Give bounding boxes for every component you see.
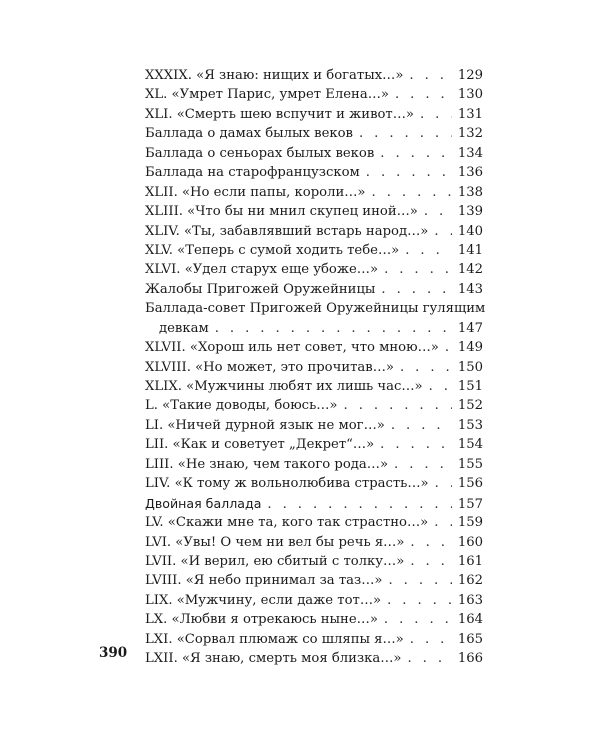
toc-entry [145,494,483,513]
toc-entry-title: XLVIII. «Но может, это прочитав…» [145,359,394,375]
toc-leader-dots [434,513,452,532]
toc-entry [145,649,483,668]
toc-entry-page: 153 [457,417,483,433]
toc-entry-title: LIX. «Мужчину, если даже тот…» [145,592,382,608]
toc-leader-dots [420,105,452,124]
toc-leader-dots [424,202,452,221]
toc-leader-dots [215,319,452,338]
toc-leader-dots [429,377,452,396]
toc-entry-title: LXII. «Я знаю, смерть моя близка…» [145,651,402,667]
toc-leader-dots [384,610,452,629]
toc-entry-page: 165 [457,631,483,647]
toc-leader-dots [344,396,452,415]
toc-entry [145,435,483,454]
toc-entry-title: XLIX. «Мужчины любят их лишь час…» [145,379,423,394]
toc-entry-continuation [145,319,483,338]
toc-leader-dots [372,183,452,202]
toc-entry-title: Двойная баллада [145,495,262,511]
toc-entry-page: 134 [457,145,483,161]
toc-entry-title: LV. «Скажи мне та, кого так страстно…» [145,515,429,531]
toc-entry-title: L. «Такие доводы, боюсь…» [145,398,338,414]
toc-leader-dots [395,85,452,104]
toc-entry-title: LIII. «Не знаю, чем такого рода…» [145,456,389,472]
toc-entry [145,299,486,318]
toc-entry [145,144,483,163]
toc-entry-title: Баллада-совет Пригожей Оружейницы гулящим [145,301,486,317]
toc-leader-dots [409,66,451,85]
toc-entry-title: LVII. «И верил, ею сбитый с толку…» [145,553,405,569]
toc-leader-dots [410,552,452,571]
toc-leader-dots [384,260,452,279]
toc-entry-title: Баллада о дамах былых веков [145,126,353,142]
toc-entry-page: 162 [457,573,483,589]
toc-entry-page: 163 [457,592,483,608]
toc-leader-dots [391,416,452,435]
toc-entry-page: 166 [457,651,483,667]
toc-entry [145,533,483,552]
table-of-contents [145,66,486,669]
toc-entry-page: 130 [457,87,483,103]
toc-entry [145,66,483,85]
toc-entry [145,85,483,104]
toc-entry-page: 149 [457,340,483,356]
toc-entry-title: LXI. «Сорвал плюмаж со шляпы я…» [145,631,404,647]
toc-entry-page: 132 [457,126,483,142]
toc-entry-page: 143 [457,281,483,297]
toc-leader-dots [400,358,452,377]
toc-entry [145,358,483,377]
toc-entry [145,396,483,415]
toc-entry-page: 157 [457,496,483,512]
toc-entry-page: 138 [457,184,483,200]
toc-entry [145,513,483,532]
toc-leader-dots [408,649,452,668]
toc-entry-page: 159 [457,515,483,531]
toc-entry [145,280,483,299]
toc-entry-title: XLI. «Смерть шею вспучит и живот…» [145,106,414,122]
toc-entry [145,455,483,474]
toc-entry-title: XXXIX. «Я знаю: нищих и богатых…» [145,68,404,83]
toc-entry-title: девкам [159,320,209,336]
toc-entry-title: LX. «Любви я отрекаюсь ныне…» [145,612,378,628]
toc-entry-title: Жалобы Пригожей Оружейницы [145,281,376,297]
toc-entry-title: XLII. «Но если папы, короли…» [145,184,366,200]
toc-entry-title: LII. «Как и советует „Декрет“…» [145,437,375,453]
toc-entry-page: 142 [457,262,483,278]
toc-entry [145,338,483,357]
toc-entry [145,474,483,493]
toc-entry-page: 150 [457,359,483,375]
toc-entry-page: 131 [457,106,483,122]
toc-entry-page: 152 [457,398,483,414]
toc-entry-title: Баллада на старофранцузском [145,165,360,181]
toc-leader-dots [380,435,452,454]
toc-leader-dots [435,474,452,493]
toc-entry-page: 139 [457,204,483,220]
toc-entry [145,610,483,629]
toc-entry-page: 140 [457,223,483,239]
toc-entry-title: XL. «Умрет Парис, умрет Елена…» [145,87,389,103]
toc-entry-page: 141 [457,242,483,258]
toc-entry-title: XLVII. «Хорош иль нет совет, что мною…» [145,340,439,356]
toc-entry [145,202,483,221]
page-number: 390 [99,645,128,661]
toc-entry [145,241,483,260]
toc-entry [145,591,483,610]
toc-entry-page: 147 [457,320,483,336]
toc-leader-dots [267,495,451,514]
toc-entry-page: 136 [457,165,483,181]
toc-entry [145,377,483,396]
toc-entry [145,222,483,241]
toc-entry [145,124,483,143]
toc-entry-title: LVI. «Увы! О чем ни вел бы речь я…» [145,534,405,550]
toc-entry-page: 156 [457,476,483,492]
toc-entry-title: Баллада о сеньорах былых веков [145,145,375,161]
toc-leader-dots [366,163,452,182]
toc-entry-title: XLIV. «Ты, забавлявший встарь народ…» [145,223,429,239]
toc-entry-page: 160 [457,534,483,550]
toc-entry [145,552,483,571]
toc-entry-page: 164 [457,612,483,628]
toc-leader-dots [434,222,452,241]
toc-entry-page: 151 [457,379,483,394]
toc-entry [145,183,483,202]
toc-entry [145,163,483,182]
toc-entry-title: XLVI. «Удел старух еще убоже…» [145,262,379,278]
toc-leader-dots [387,591,452,610]
toc-entry [145,105,483,124]
toc-entry-page: 155 [457,456,483,472]
toc-leader-dots [405,241,452,260]
toc-leader-dots [381,280,451,299]
toc-entry-title: LVIII. «Я небо принимал за таз…» [145,573,383,589]
toc-entry [145,416,483,435]
toc-leader-dots [410,533,451,552]
toc-entry [145,260,483,279]
toc-entry-page: 129 [457,68,483,83]
toc-entry [145,571,483,590]
toc-leader-dots [359,124,452,143]
toc-leader-dots [380,144,452,163]
toc-entry-title: LIV. «К тому ж вольнолюбива страсть…» [145,476,429,492]
toc-leader-dots [445,338,452,357]
toc-leader-dots [394,455,452,474]
toc-entry [145,630,483,649]
toc-entry-title: XLV. «Теперь с сумой ходить тебе…» [145,242,400,258]
toc-entry-title: XLIII. «Что бы ни мнил скупец иной…» [145,204,418,220]
toc-entry-title: LI. «Ничей дурной язык не мог…» [145,417,385,433]
toc-entry-page: 161 [457,553,483,569]
toc-entry-page: 154 [457,437,483,453]
toc-leader-dots [388,571,451,590]
toc-leader-dots [410,630,452,649]
